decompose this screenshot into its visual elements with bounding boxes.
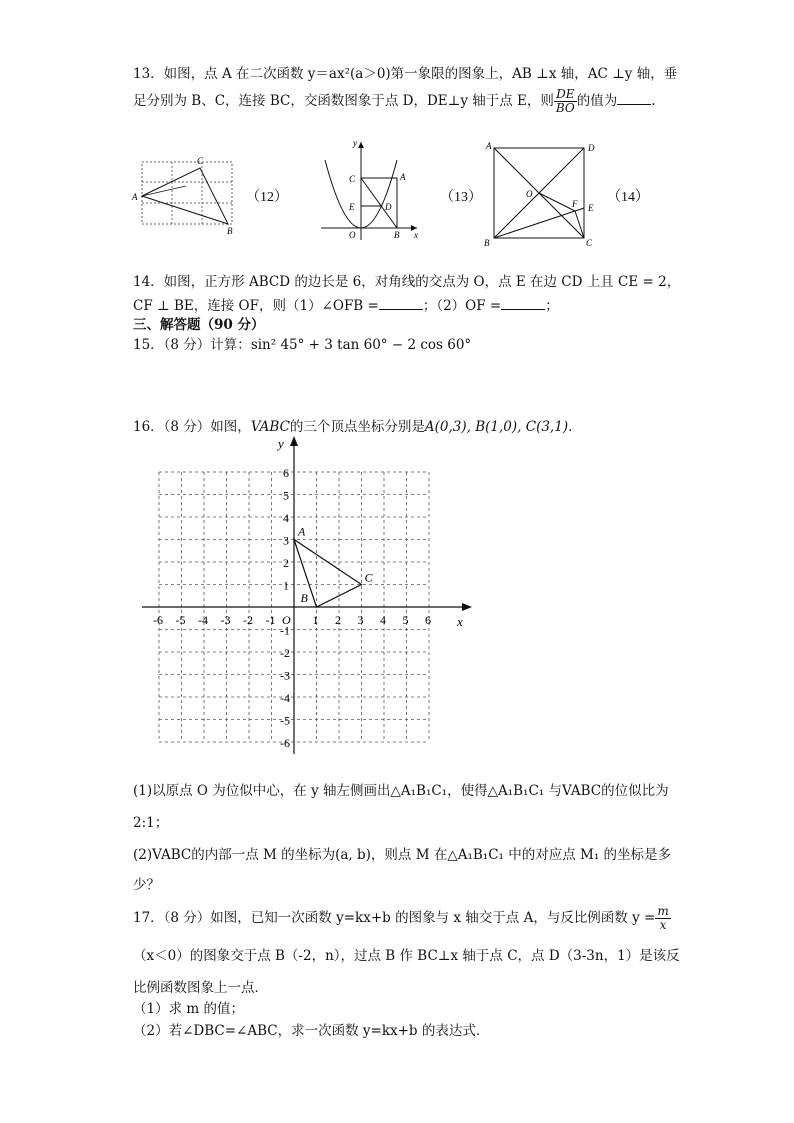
q13-line2-tail: 的值为 [576,93,618,109]
q15-prefix: 15．（8 分）计算： [133,337,251,353]
point-A-label: A [298,524,306,539]
x-tick-label: -2 [243,613,253,627]
y-tick-label: -5 [280,713,290,728]
q17-part2: （2）若∠DBC=∠ABC，求一次函数 y=kx+b 的表达式． [133,1023,490,1039]
q17-frac-num: m [657,904,669,918]
fig14-label-D: D [588,143,595,153]
x-tick-label: 2 [335,613,341,627]
q14-line2 [133,294,559,314]
fig13-label-x: x [414,230,418,240]
q13-answer-blank[interactable] [617,92,651,105]
q13-frac-num: DE [554,88,577,102]
x-tick-label: 1 [312,613,319,627]
q16-prefix: 16．（8 分）如图， [133,419,251,435]
y-tick-label: -3 [280,668,290,683]
q14-answer-blank-1[interactable] [379,297,423,310]
point-B-label: B [300,591,308,605]
x-tick-label: 5 [402,613,409,627]
y-tick-label: 4 [283,511,289,525]
q16-part2-line2: 少？ [133,877,160,893]
q16-coords: A(0,3), B(1,0), C(3,1) [424,419,569,435]
q17-line3: 比例函数图象上一点． [133,980,268,996]
fig13-caption: （13） [440,190,482,205]
y-tick-label: 5 [283,488,289,503]
q17-line1-text: 17．（8 分）如图，已知一次函数 y=kx+b 的图象与 x 轴交于点 A，与反比例函数 y = [133,910,656,926]
section-3-title: 三、解答题（90 分） [133,317,265,333]
y-tick-label: -2 [280,646,290,660]
fig13-label-O: O [349,230,356,240]
fig13-label-B: B [394,230,400,240]
q14-line2-b: ；（2）OF = [422,298,502,314]
q14-line2-a: CF ⊥ BE，连接 OF，则（1）∠OFB = [133,298,379,314]
fig14-label-B: B [484,238,490,248]
q13-line1: 13．如图，点 A 在二次函数 y＝ax²(a＞0)第一象限的图象上，AB ⊥x 轴，AC ⊥y 轴，垂 [133,66,678,82]
fig13-label-C: C [349,174,356,184]
q13-frac-den: BO [555,101,575,115]
q15-expression: sin² 45° + 3 tan 60° − 2 cos 60° [250,337,472,353]
fig13-label-D: D [385,202,392,212]
figure-12 [130,152,242,240]
x-axis-arrow [462,603,472,611]
fig14-label-A: A [486,141,492,151]
q16-triangle: VABC [250,419,290,435]
q13-line2-text: 足分别为 B、C，连接 BC，交函数图象于点 D，DE⊥y 轴于点 E，则 [133,93,554,109]
fig14-label-F: F [572,199,578,209]
fig12-caption: （12） [246,190,288,205]
q16-part1-line2: 2:1； [133,815,169,831]
x-tick-label: 4 [380,613,386,627]
q14-line1: 14．如图，正方形 ABCD 的边长是 6，对角线的交点为 O，点 E 在边 CD 上且 CE = 2， [133,274,681,290]
fig12-label-A: A [132,192,138,202]
fig14-label-O: O [526,189,533,199]
x-tick-label: -3 [220,613,231,627]
x-tick-label: O [282,613,291,627]
q13-line2: 足分别为 B、C，连接 BC，交函数图象于点 D，DE⊥y 轴于点 E，则 $\frac{DE}{BO}$ 的值为 . [133,87,656,115]
x-tick-label: 3 [357,613,364,627]
y-tick-label: -4 [280,691,290,705]
fig13-label-A: A [400,172,406,182]
q14-answer-blank-2[interactable] [501,297,545,310]
figure-14 [484,138,604,250]
y-axis-arrow [290,436,298,446]
q17-line2: （x＜0）的图象交于点 B（-2，n），过点 B 作 BC⊥x 轴于点 C，点 D（3-3n，1）是该反 [133,948,680,964]
fig14-label-C: C [586,238,593,248]
q16-part1-line1: (1)以原点 O 为位似中心，在 y 轴左侧画出△A₁B₁C₁，使得△A₁B₁C₁ 与VABC的位似比为 [133,783,669,799]
q17-frac-den: x [659,918,667,932]
q15-line [133,333,471,353]
q13-fraction [554,88,577,115]
y-tick-label: 2 [283,556,289,570]
figure-13 [313,136,425,246]
q16-rest: 的三个顶点坐标分别是 [289,419,425,435]
q16-end: ． [568,419,582,435]
x-tick-label: -5 [175,613,186,627]
x-tick-label: -4 [198,613,208,627]
q16-part2-line1: (2)VABC的内部一点 M 的坐标为(a, b)，则点 M 在△A₁B₁C₁ 中的对应点 M₁ 的坐标是多 [133,847,672,863]
y-tick-label: 3 [283,533,289,548]
point-C-label: C [364,570,373,585]
fig12-label-B: B [227,226,233,236]
coordinate-grid [138,432,478,760]
fig14-label-E: E [588,203,594,213]
y-tick-label: 6 [283,466,289,480]
x-axis-label: x [457,614,463,629]
x-tick-label: -6 [153,613,163,627]
fig12-label-C: C [197,156,204,166]
fig13-label-y: y [353,138,357,148]
x-tick-label: -1 [265,613,276,627]
x-tick-label: 6 [425,613,431,627]
y-tick-label: -1 [280,623,290,638]
q17-part1: （1）求 m 的值； [133,1001,244,1017]
q17-line1 [133,905,671,932]
fig13-label-E: E [349,202,355,212]
q14-line2-c: ； [545,298,559,314]
y-axis-label: y [278,436,284,451]
fig14-caption: （14） [607,190,649,205]
tick-labels [153,466,431,750]
y-tick-label: 1 [283,578,289,593]
q17-fraction [655,905,670,932]
y-tick-label: -6 [280,736,290,750]
